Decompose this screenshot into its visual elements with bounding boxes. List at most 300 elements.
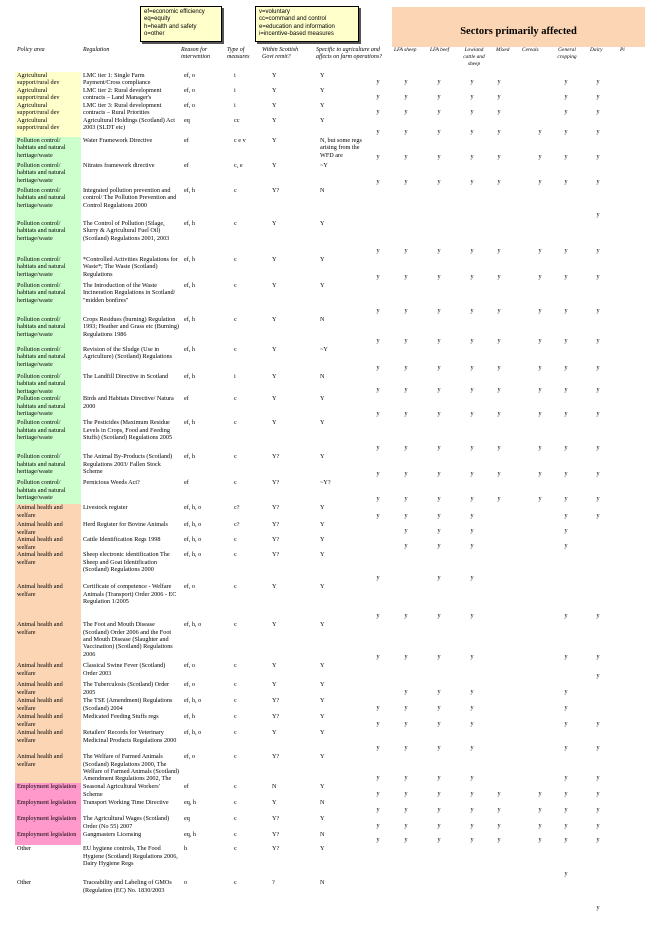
reason-cell: ef: [184, 137, 189, 144]
sector-marks-cell: [374, 681, 628, 697]
specific-cell: ~Y?: [320, 479, 331, 487]
policy-area-cell: Other: [15, 845, 81, 879]
sector-mark: y: [437, 574, 441, 582]
sector-mark: y: [596, 720, 600, 728]
policy-area-cell: Employment legislation: [15, 815, 81, 831]
policy-area-cell: Agricultural support/rural dev: [15, 87, 81, 102]
sector-mark: y: [538, 836, 542, 844]
regulation-cell: The Welfare of Farmed Animals (Scotland) Regulations 2000, The Welfare of Farmed Animals (Scotland) Amendment Regulations 2002, The: [83, 753, 180, 783]
measures-cell: c: [234, 256, 237, 263]
specific-cell: Y: [320, 504, 325, 512]
specific-cell: Y: [320, 845, 325, 853]
remit-cell: Y: [272, 162, 277, 169]
sector-mark: y: [564, 307, 568, 314]
sector-mark: y: [470, 688, 474, 696]
remit-cell: ?: [272, 879, 275, 887]
reason-cell: ef, h, o: [184, 536, 202, 544]
sector-mark: y: [596, 470, 600, 478]
remit-cell: Y: [272, 137, 277, 144]
sector-mark: y: [470, 307, 474, 314]
reason-cell: ef, h: [184, 419, 195, 427]
specific-cell: Y: [320, 551, 325, 559]
sector-mark: y: [470, 444, 474, 452]
sector-marks-cell: [374, 453, 628, 479]
remit-cell: Y: [272, 282, 277, 289]
policy-area-cell: Animal health and welfare: [15, 583, 81, 621]
sector-mark: y: [404, 178, 408, 185]
sector-mark: y: [404, 364, 408, 371]
reason-cell: eq, h: [184, 799, 197, 807]
remit-cell: Y?: [272, 753, 280, 761]
table-row: [15, 282, 628, 316]
sector-marks-cell: [374, 815, 628, 831]
remit-cell: Y: [272, 681, 277, 689]
reason-cell: ef, h, o: [184, 621, 202, 629]
measures-cell: c: [234, 536, 237, 544]
regulation-cell: Agricultural Holdings (Scotland) Act 2003 (SLDT etc): [83, 117, 175, 132]
reason-cell: h: [184, 845, 188, 853]
remit-cell: Y: [272, 102, 277, 109]
sector-mark: y: [596, 904, 600, 912]
sector-mark: y: [404, 704, 408, 712]
sector-mark: y: [564, 273, 568, 280]
sector-marks-cell: [374, 282, 628, 316]
sector-mark: y: [404, 273, 408, 280]
sector-mark: y: [376, 410, 380, 418]
regulation-cell: The Pesticides (Maximum Residue Levels in Crops, Food and Feeding Stuffs) (Scotland) Regulations 2005: [83, 419, 173, 442]
remit-cell: Y?: [272, 521, 280, 529]
sector-mark: y: [596, 836, 600, 844]
header-sector: Mixed: [496, 47, 510, 53]
sector-mark: y: [596, 337, 600, 344]
regulation-cell: Crops Residues (burning) Regulation 1993; Heather and Grass etc (Burning) Regulations 1986: [83, 316, 180, 338]
measures-cell: c: [234, 713, 237, 721]
reason-cell: ef: [184, 162, 189, 169]
policy-area-cell: Animal health and welfare: [15, 504, 81, 521]
sector-mark: y: [596, 386, 600, 394]
sector-mark: y: [404, 720, 408, 728]
header-remit: Within Scottish Govt remit?: [262, 47, 299, 60]
sector-mark: y: [376, 178, 380, 185]
policy-area-cell: Animal health and welfare: [15, 551, 81, 583]
table-row: [15, 551, 628, 583]
sector-mark: y: [470, 836, 474, 844]
regulation-cell: Traceability and Labeling of GMOs (Regulation (EC) No. 1830/2003: [83, 879, 172, 894]
sector-marks-cell: [374, 117, 628, 137]
sector-mark: y: [564, 744, 568, 752]
regulation-cell: Sheep electronic identification The Sheep and Goat Identification (Scotland) Regulations 2000: [83, 551, 170, 574]
specific-cell: Y: [320, 282, 325, 289]
measures-cell: c: [234, 681, 237, 689]
sector-mark: y: [564, 247, 568, 254]
measures-cell: c: [234, 583, 237, 591]
sector-mark: y: [470, 774, 474, 782]
specific-cell: Y: [320, 87, 325, 94]
sector-mark: y: [470, 806, 474, 814]
sector-mark: y: [564, 93, 568, 100]
sector-mark: y: [470, 364, 474, 371]
reason-cell: ef, h, o: [184, 521, 202, 529]
sector-mark: y: [437, 653, 441, 661]
regulation-cell: Gangmasters Licensing: [83, 831, 142, 839]
regulation-cell: Certificate of competence - Welfare Animals (Transport) Order 2006 - EC Regulation 1/2005: [83, 583, 177, 606]
sector-mark: y: [497, 790, 501, 798]
table-row: [15, 453, 628, 479]
table-row: [15, 373, 628, 395]
sector-mark: y: [376, 612, 380, 620]
measures-cell: i: [234, 102, 236, 109]
table-row: [15, 713, 628, 729]
regulation-cell: Integrated pollution prevention and control/ The Pollution Prevention and Control Regulations 2000: [83, 187, 177, 209]
legend-item: cc=command and control: [259, 16, 327, 23]
header-sector: General cropping: [557, 47, 577, 60]
sector-mark: y: [497, 178, 501, 185]
sector-marks-cell: [374, 551, 628, 583]
table-row: [15, 256, 628, 282]
sector-mark: y: [437, 386, 441, 394]
sector-mark: y: [376, 774, 380, 782]
sector-mark: y: [538, 273, 542, 280]
measures-cell: c: [234, 395, 237, 403]
sector-marks-cell: [374, 346, 628, 373]
table-row: [15, 831, 628, 845]
sector-marks-cell: [374, 316, 628, 346]
sector-mark: y: [404, 444, 408, 452]
policy-area-cell: Pollution control/ habitats and natural heritage/waste: [15, 137, 81, 162]
sector-mark: y: [564, 790, 568, 798]
sector-mark: y: [497, 307, 501, 314]
measures-cell: c?: [234, 521, 240, 529]
specific-cell: Y: [320, 256, 325, 263]
sector-mark: y: [497, 128, 501, 135]
table-row: [15, 72, 628, 87]
sector-mark: y: [470, 247, 474, 254]
regulation-cell: Seasonal Agricultural Workers' Scheme: [83, 783, 160, 798]
sector-mark: y: [596, 806, 600, 814]
sector-mark: y: [437, 495, 441, 503]
sector-mark: y: [437, 527, 441, 535]
sector-mark: y: [497, 337, 501, 344]
regulation-cell: The TSE (Amendment) Regulations (Scotland) 2004: [83, 697, 173, 712]
reason-cell: ef: [184, 395, 189, 403]
table-row: [15, 117, 628, 137]
table-row: [15, 137, 628, 162]
sector-mark: y: [538, 806, 542, 814]
sector-mark: y: [564, 337, 568, 344]
sector-marks-cell: [374, 536, 628, 551]
header-sector: Lowland cattle and sheep: [463, 47, 485, 67]
regulation-cell: Pernicious Weeds Act?: [83, 479, 140, 487]
sector-mark: y: [497, 273, 501, 280]
specific-cell: N: [320, 799, 325, 807]
sector-mark: y: [470, 495, 474, 503]
sector-mark: y: [538, 495, 542, 503]
sector-marks-cell: [374, 621, 628, 662]
reason-cell: ef, o: [184, 72, 195, 79]
sector-marks-cell: [374, 479, 628, 504]
specific-cell: Y: [320, 583, 325, 591]
table-row: [15, 187, 628, 220]
policy-area-cell: Animal health and welfare: [15, 713, 81, 729]
measures-cell: cc: [234, 117, 240, 124]
policy-area-cell: Other: [15, 879, 81, 913]
regulation-cell: The Introduction of the Waste Incineration Regulations in Scotland/ "midden bonfires": [83, 282, 176, 304]
policy-area-cell: Pollution control/ habitats and natural heritage/waste: [15, 479, 81, 504]
sector-marks-cell: [374, 879, 628, 913]
table-row: [15, 815, 628, 831]
measures-cell: c: [234, 753, 237, 761]
header-sector: Dairy: [590, 47, 603, 53]
sector-mark: y: [470, 410, 474, 418]
sector-mark: y: [564, 720, 568, 728]
regulation-cell: Livestock register: [83, 504, 128, 512]
remit-cell: Y: [272, 395, 277, 403]
header-sector: Cereals: [522, 47, 539, 53]
table-row: [15, 662, 628, 681]
sector-mark: y: [596, 512, 600, 520]
sector-marks-cell: [374, 831, 628, 845]
table-row: [15, 729, 628, 753]
remit-cell: Y: [272, 220, 277, 227]
sector-mark: y: [470, 337, 474, 344]
remit-cell: Y?: [272, 713, 280, 721]
sector-mark: y: [376, 512, 380, 520]
table-row: [15, 583, 628, 621]
sector-mark: y: [497, 364, 501, 371]
sector-mark: y: [437, 153, 441, 160]
remit-cell: Y: [272, 256, 277, 263]
remit-cell: Y: [272, 117, 277, 124]
sector-marks-cell: [374, 102, 628, 117]
sector-mark: y: [376, 470, 380, 478]
sector-mark: y: [564, 364, 568, 371]
sector-mark: y: [376, 364, 380, 371]
sector-mark: y: [564, 653, 568, 661]
sector-mark: y: [404, 806, 408, 814]
sector-mark: y: [564, 78, 568, 85]
measures-cell: c: [234, 845, 237, 853]
sector-mark: y: [470, 542, 474, 550]
sector-mark: y: [470, 93, 474, 100]
remit-cell: Y: [272, 373, 277, 380]
sector-mark: y: [564, 542, 568, 550]
header-regulation: Regulation: [83, 47, 110, 53]
sector-mark: y: [376, 495, 380, 503]
reason-cell: ef: [184, 479, 189, 487]
remit-cell: Y: [272, 729, 277, 737]
sector-mark: y: [564, 444, 568, 452]
sector-mark: y: [404, 822, 408, 830]
sector-mark: y: [376, 78, 380, 85]
sector-mark: y: [538, 386, 542, 394]
policy-area-cell: Pollution control/ habitats and natural heritage/waste: [15, 187, 81, 220]
policy-area-cell: Pollution control/ habitats and natural heritage/waste: [15, 256, 81, 282]
remit-cell: Y?: [272, 479, 280, 487]
policy-area-cell: Animal health and welfare: [15, 697, 81, 713]
sector-mark: y: [404, 612, 408, 620]
remit-cell: Y?: [272, 697, 280, 705]
sector-marks-cell: [374, 521, 628, 536]
table-row: [15, 536, 628, 551]
measures-cell: c: [234, 831, 237, 839]
sector-mark: y: [404, 774, 408, 782]
policy-area-cell: Animal health and welfare: [15, 621, 81, 662]
sector-mark: y: [437, 364, 441, 371]
sector-mark: y: [470, 273, 474, 280]
sector-marks-cell: [374, 697, 628, 713]
specific-cell: Y: [320, 536, 325, 544]
sector-mark: y: [404, 386, 408, 394]
sector-mark: y: [596, 774, 600, 782]
sector-marks-cell: [374, 583, 628, 621]
measures-cell: c: [234, 220, 237, 227]
sector-mark: y: [404, 337, 408, 344]
sector-mark: y: [470, 612, 474, 620]
sector-mark: y: [376, 273, 380, 280]
reason-cell: ef, o: [184, 753, 195, 761]
measures-cell: i: [234, 72, 236, 79]
policy-area-cell: Employment legislation: [15, 831, 81, 845]
sector-mark: y: [564, 704, 568, 712]
sector-mark: y: [596, 612, 600, 620]
sector-mark: y: [564, 688, 568, 696]
sector-mark: y: [404, 744, 408, 752]
sector-marks-cell: [374, 137, 628, 162]
remit-cell: Y?: [272, 815, 280, 823]
policy-area-cell: Animal health and welfare: [15, 521, 81, 536]
sector-mark: y: [376, 307, 380, 314]
legend-item: e=education and information: [259, 23, 335, 30]
measures-cell: c: [234, 551, 237, 559]
sector-mark: y: [497, 410, 501, 418]
sector-mark: y: [538, 410, 542, 418]
sector-mark: y: [404, 410, 408, 418]
sector-mark: y: [538, 128, 542, 135]
sector-mark: y: [497, 386, 501, 394]
regulation-cell: The Landfill Directive in Scotland: [83, 373, 169, 380]
regulation-cell: The Foot and Mouth Disease (Scotland) Order 2006 and the Foot and Mouth Disease (Slaughter and Vaccination) (Scotland) Regulations 2006: [83, 621, 173, 658]
sector-mark: y: [376, 128, 380, 135]
sector-mark: y: [404, 108, 408, 115]
sector-mark: y: [437, 836, 441, 844]
policy-area-cell: Pollution control/ habitats and natural heritage/waste: [15, 373, 81, 395]
remit-cell: Y: [272, 419, 277, 427]
sector-mark: y: [437, 247, 441, 254]
reason-cell: ef, h: [184, 187, 195, 194]
sector-mark: y: [470, 128, 474, 135]
sector-mark: y: [564, 806, 568, 814]
sector-mark: y: [596, 672, 600, 680]
specific-cell: N: [320, 831, 325, 839]
table-row: [15, 395, 628, 419]
sector-mark: y: [376, 704, 380, 712]
sector-mark: y: [404, 307, 408, 314]
remit-cell: Y?: [272, 845, 280, 853]
policy-area-cell: Agricultural support/rural dev: [15, 72, 81, 87]
specific-cell: Y: [320, 621, 325, 629]
policy-area-cell: Pollution control/ habitats and natural heritage/waste: [15, 282, 81, 316]
sector-marks-cell: [374, 256, 628, 282]
reason-cell: eq: [184, 815, 190, 823]
sector-mark: y: [497, 153, 501, 160]
table-row: [15, 879, 628, 913]
regulation-cell: Cattle Identification Regs 1998: [83, 536, 161, 544]
regulation-cell: The Control of Pollution (Silage, Slurry & Agricultural Fuel Oil) (Scotland) Regulations 2001, 2003: [83, 220, 170, 242]
sector-mark: y: [596, 307, 600, 314]
regulation-cell: LMC tier 1: Single Farm Payment/Cross compliance: [83, 72, 151, 87]
sector-mark: y: [564, 153, 568, 160]
table-row: [15, 87, 628, 102]
sector-mark: y: [497, 78, 501, 85]
sector-marks-cell: [374, 783, 628, 799]
specific-cell: Y: [320, 753, 325, 761]
sector-mark: y: [470, 512, 474, 520]
sector-mark: y: [564, 178, 568, 185]
sector-mark: y: [404, 78, 408, 85]
sector-mark: y: [596, 211, 600, 218]
sector-marks-cell: [374, 504, 628, 521]
reason-cell: ef, h: [184, 346, 195, 353]
regulation-cell: *Controlled Activities Regulations for Waste*; The Waste (Scotland) Regulations: [83, 256, 178, 278]
sector-mark: y: [538, 337, 542, 344]
sector-mark: y: [404, 247, 408, 254]
specific-cell: Y: [320, 783, 325, 791]
policy-area-cell: Animal health and welfare: [15, 681, 81, 697]
reason-cell: ef, o: [184, 102, 195, 109]
reason-cell: ef, h, o: [184, 697, 202, 705]
sector-marks-cell: [374, 395, 628, 419]
measures-cell: c, e: [234, 162, 243, 169]
sector-marks-cell: [374, 220, 628, 256]
sector-mark: y: [376, 153, 380, 160]
sector-mark: y: [437, 444, 441, 452]
sector-mark: y: [376, 653, 380, 661]
measures-cell: c: [234, 346, 237, 353]
header-reason: Reason for intervention: [181, 47, 210, 60]
sector-mark: y: [437, 774, 441, 782]
sector-mark: y: [538, 444, 542, 452]
regulation-cell: Revision of the Sludge (Use in Agriculture) (Scotland) Regulations: [83, 346, 173, 361]
sector-mark: y: [437, 688, 441, 696]
sector-mark: y: [437, 178, 441, 185]
sector-marks-cell: [374, 419, 628, 453]
table-row: [15, 504, 628, 521]
table-row: [15, 799, 628, 815]
legend-item: i=incentive-based measures: [259, 31, 334, 38]
specific-cell: Y: [320, 729, 325, 737]
policy-area-cell: Animal health and welfare: [15, 662, 81, 681]
legend-box-right: [255, 6, 359, 42]
specific-cell: N: [320, 316, 325, 323]
regulation-cell: Nitrates framework directive: [83, 162, 155, 169]
sector-mark: y: [497, 822, 501, 830]
specific-cell: Y: [320, 697, 325, 705]
legend-item: eq=equity: [144, 16, 171, 23]
sector-mark: y: [437, 337, 441, 344]
measures-cell: c: [234, 316, 237, 323]
sector-mark: y: [497, 247, 501, 254]
sector-mark: y: [470, 574, 474, 582]
specific-cell: Y: [320, 662, 325, 670]
policy-area-cell: Animal health and welfare: [15, 753, 81, 783]
sector-mark: y: [437, 93, 441, 100]
sector-mark: y: [596, 78, 600, 85]
policy-area-cell: Pollution control/ habitats and natural heritage/waste: [15, 346, 81, 373]
sector-mark: y: [376, 806, 380, 814]
remit-cell: Y: [272, 662, 277, 670]
policy-area-cell: Employment legislation: [15, 783, 81, 799]
sector-mark: y: [470, 386, 474, 394]
